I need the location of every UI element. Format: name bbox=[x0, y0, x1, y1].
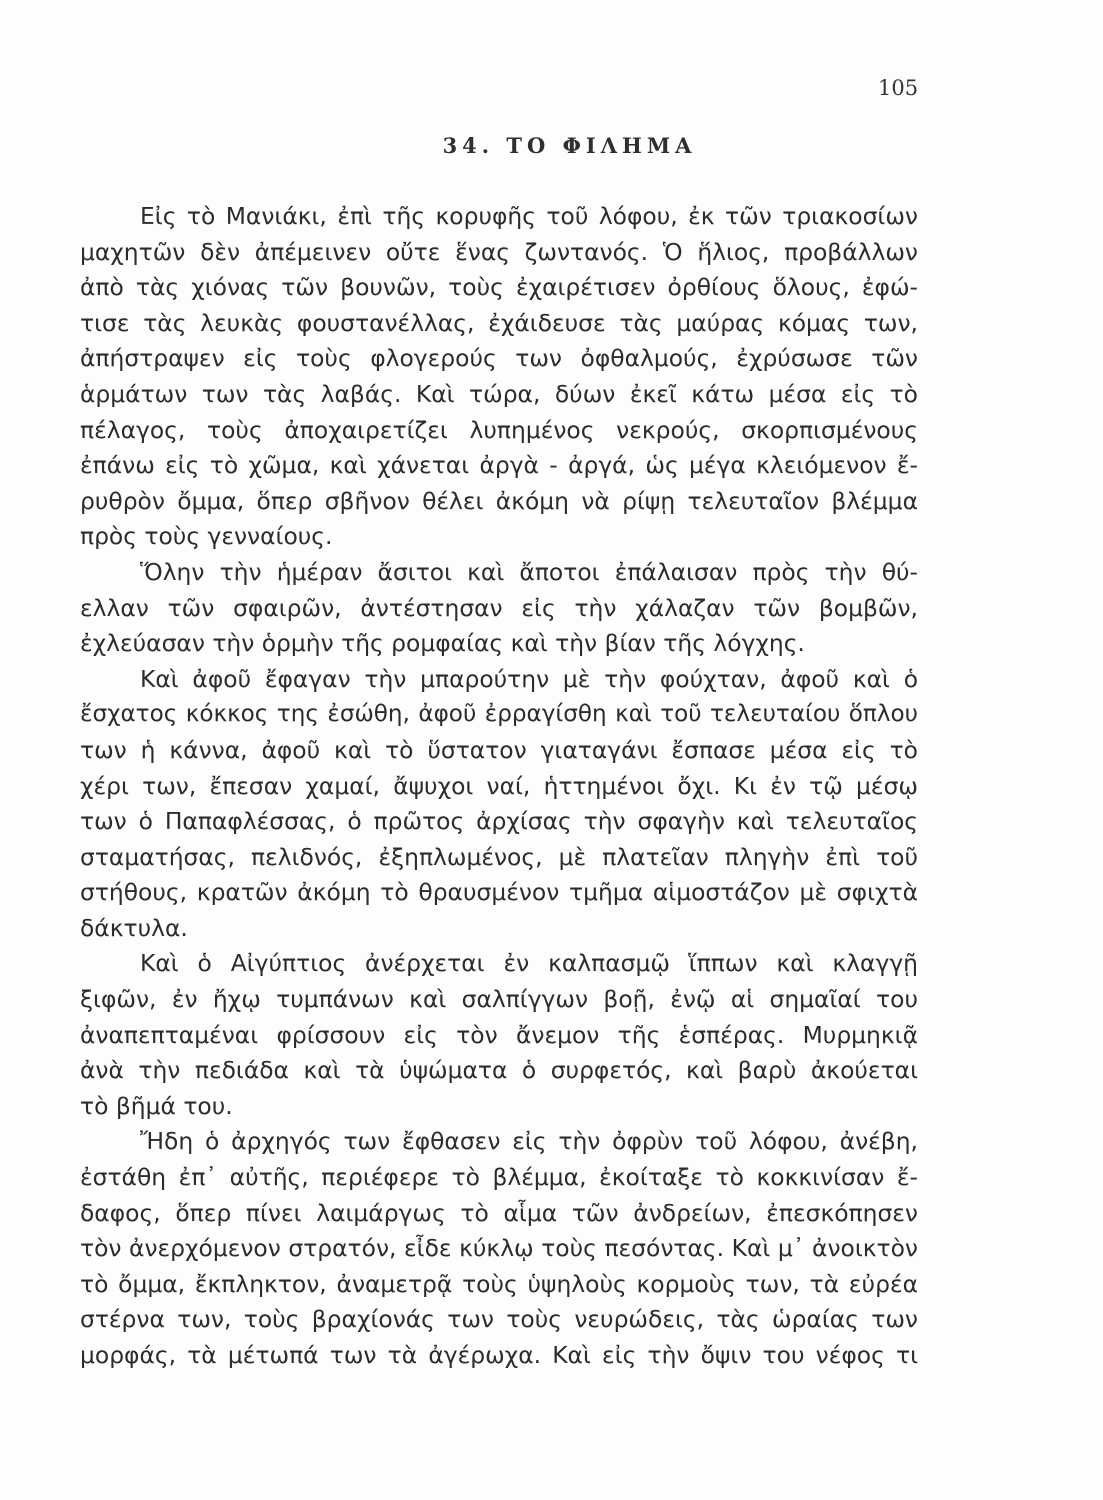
text-line: δάκτυλα. bbox=[80, 913, 188, 942]
text-line: Καὶ ὁ Αἰγύπτιος ἀνέρχεται ἐν καλπασμῷ ἵππων καὶ κλαγγῇ bbox=[140, 949, 918, 978]
text-line: ελλαν τῶν σφαιρῶν, ἀντέστησαν εἰς τὴν χάλαζαν τῶν βομβῶν, bbox=[80, 593, 918, 622]
text-line: ἀνὰ τὴν πεδιάδα καὶ τὰ ὑψώματα ὁ συρφετός, καὶ βαρὺ ἀκούεται bbox=[80, 1056, 918, 1085]
text-line: ἀπήστραψεν εἰς τοὺς φλογερούς των ὀφθαλμούς, ἐχρύσωσε τῶν bbox=[80, 344, 918, 373]
text-line: τὸ βῆμά του. bbox=[80, 1091, 233, 1120]
text-line: πρὸς τοὺς γενναίους. bbox=[80, 522, 333, 551]
text-line: πέλαγος, τοὺς ἀποχαιρετίζει λυπημένος νεκρούς, σκορπισμένους bbox=[80, 415, 918, 444]
text-line: στήθους, κρατῶν ἀκόμη τὸ θραυσμένον τμῆμα αἱμοστάζον μὲ σφιχτὰ bbox=[80, 878, 918, 907]
text-line: σταματήσας, πελιδνός, ἐξηπλωμένος, μὲ πλατεῖαν πληγὴν ἐπὶ τοῦ bbox=[80, 842, 918, 871]
paragraph-4 bbox=[80, 946, 918, 1124]
paragraph-1 bbox=[80, 199, 918, 555]
text-line: ξιφῶν, ἐν ἤχῳ τυμπάνων καὶ σαλπίγγων βοῇ, ἐνῷ αἱ σημαῖαί του bbox=[80, 985, 918, 1014]
text-line: στέρνα των, τοὺς βραχίονάς των τοὺς νευρώδεις, τὰς ὡραίας των bbox=[80, 1305, 918, 1334]
paragraph-5 bbox=[80, 1124, 918, 1373]
paragraph-2 bbox=[80, 555, 918, 662]
text-line: χέρι των, ἔπεσαν χαμαί, ἄψυχοι ναί, ἡττημένοι ὄχι. Κι ἐν τῷ μέσῳ bbox=[80, 771, 918, 800]
text-line: Ὅλην τὴν ἡμέραν ἄσιτοι καὶ ἄποτοι ἐπάλαισαν πρὸς τὴν θύ- bbox=[140, 557, 918, 586]
text-line: Καὶ ἀφοῦ ἔφαγαν τὴν μπαρούτην μὲ τὴν φούχταν, ἀφοῦ καὶ ὁ bbox=[140, 664, 918, 693]
text-line: δαφος, ὅπερ πίνει λαιμάργως τὸ αἷμα τῶν ἀνδρείων, ἐπεσκόπησεν bbox=[80, 1198, 918, 1227]
text-line: ἐχλεύασαν τὴν ὁρμὴν τῆς ρομφαίας καὶ τὴν βίαν τῆς λόγχης. bbox=[80, 629, 805, 658]
text-line: τὸν ἀνερχόμενον στρατόν, εἶδε κύκλῳ τοὺς πεσόντας. Καὶ μ᾽ ἀνοικτὸν bbox=[80, 1234, 918, 1263]
text-line: ἁρμάτων των τὰς λαβάς. Καὶ τώρα, δύων ἐκεῖ κάτω μέσα εἰς τὸ bbox=[80, 379, 918, 408]
paragraph-3 bbox=[80, 662, 918, 947]
text-line: ἀναπεπταμέναι φρίσσουν εἰς τὸν ἄνεμον τῆς ἑσπέρας. Μυρμηκιᾷ bbox=[80, 1020, 918, 1049]
text-line: τὸ ὄμμα, ἔκπληκτον, ἀναμετρᾷ τοὺς ὑψηλοὺς κορμοὺς των, τὰ εὐρέα bbox=[80, 1269, 918, 1298]
text-line: μορφάς, τὰ μέτωπά των τὰ ἀγέρωχα. Καὶ εἰς τὴν ὄψιν του νέφος τι bbox=[80, 1341, 918, 1369]
text-line: ρυθρὸν ὄμμα, ὅπερ σβῆνον θέλει ἀκόμη νὰ ρίψῃ τελευταῖον βλέμμα bbox=[80, 486, 918, 515]
text-line: ἔσχατος κόκκος της ἐσώθη, ἀφοῦ ἐρραγίσθη καὶ τοῦ τελευταίου ὅπλου bbox=[80, 701, 918, 728]
body-text bbox=[80, 199, 918, 1374]
text-line: των ὁ Παπαφλέσσας, ὁ πρῶτος ἀρχίσας τὴν σφαγὴν καὶ τελευταῖος bbox=[80, 807, 918, 836]
text-line: μαχητῶν δὲν ἀπέμεινεν οὔτε ἕνας ζωντανός. Ὁ ἥλιος, προβάλλων bbox=[80, 237, 918, 266]
text-line: ἀπὸ τὰς χιόνας τῶν βουνῶν, τοὺς ἐχαιρέτισεν ὀρθίους ὅλους, ἐφώ- bbox=[80, 273, 918, 302]
text-line: των ἡ κάννα, ἀφοῦ καὶ τὸ ὕστατον γιαταγάνι ἔσπασε μέσα εἰς τὸ bbox=[80, 735, 918, 764]
text-line: Ἤδη ὁ ἀρχηγός των ἔφθασεν εἰς τὴν ὀφρὺν τοῦ λόφου, ἀνέβη, bbox=[140, 1127, 918, 1156]
text-line: Εἰς τὸ Μανιάκι, ἐπὶ τῆς κορυφῆς τοῦ λόφου, ἐκ τῶν τριακοσίων bbox=[140, 202, 918, 230]
text-line: ἐστάθη ἐπ᾽ αὐτῆς, περιέφερε τὸ βλέμμα, ἐκοίταξε τὸ κοκκινίσαν ἔ- bbox=[80, 1163, 918, 1192]
text-line: τισε τὰς λευκὰς φουστανέλλας, ἐχάιδευσε τὰς μαύρας κόμας των, bbox=[80, 308, 918, 337]
page-number: 105 bbox=[878, 76, 919, 100]
chapter-title: 34. ΤΟ ΦΙΛΗΜΑ bbox=[442, 133, 697, 158]
text-line: ἐπάνω εἰς τὸ χῶμα, καὶ χάνεται ἀργὰ - ἀργά, ὡς μέγα κλειόμενον ἔ- bbox=[80, 451, 918, 480]
